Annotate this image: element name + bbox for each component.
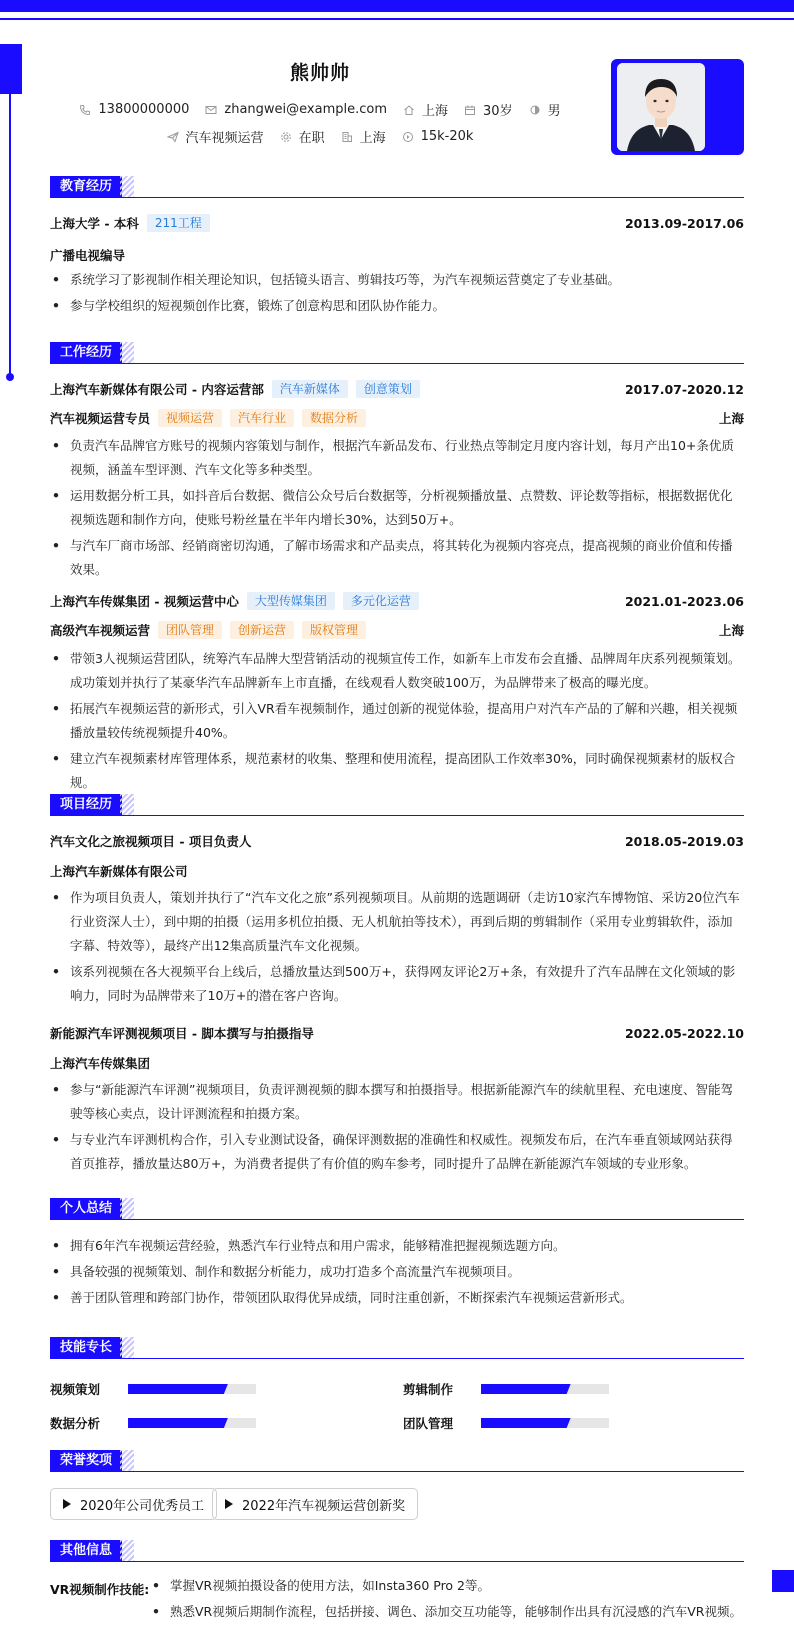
- project-org: 上海汽车新媒体有限公司: [50, 864, 188, 879]
- gender-info: [529, 100, 561, 119]
- project-date: 2018.05-2019.03: [624, 833, 744, 849]
- target-city-text: 上海: [359, 131, 386, 146]
- project-date: 2022.05-2022.10: [624, 1025, 744, 1041]
- top-accent-line: [0, 18, 794, 20]
- play-triangle-icon: [225, 1499, 233, 1509]
- list-item: • 作为项目负责人，策划并执行了“汽车文化之旅”系列视频项目。从前期的选题调研（走访10家汽车博物馆、采访20位汽车行业资深人士），到中期的拍摄（运用多机位拍摄、无人机航拍等技术），再到后期的剪辑制作（采用专业剪辑软件，添加字幕、特效等），最终产出12集高质量汽车文化视频。: [50, 886, 744, 958]
- education-bullets: [50, 268, 744, 320]
- other-bullets: [150, 1574, 750, 1626]
- right-accent-block: [772, 1570, 794, 1592]
- section-divider: [50, 1358, 744, 1359]
- section-title: 技能专长: [50, 1337, 122, 1359]
- list-item: • 负责汽车品牌官方账号的视频内容策划与制作，根据汽车新品发布、行业热点等制定月度内容计划，每月产出10+条优质视频，涵盖车型评测、汽车文化等多种类型。: [50, 434, 744, 482]
- skill-name: 团队管理: [403, 1416, 454, 1431]
- section-title: 个人总结: [50, 1198, 122, 1220]
- company-title: 上海汽车新媒体有限公司 - 内容运营部: [50, 382, 264, 397]
- status-text: 在职: [298, 131, 325, 146]
- age-info: [464, 100, 513, 119]
- job-location: 上海: [718, 411, 744, 426]
- section-title: 工作经历: [50, 342, 122, 364]
- list-item: • 参与学校组织的短视频创作比赛，锻炼了创意构思和团队协作能力。: [50, 294, 744, 318]
- section-hatch: [120, 794, 134, 816]
- section-divider: [50, 815, 744, 816]
- phone-icon: [79, 104, 91, 116]
- position-title: 汽车视频运营专员: [50, 411, 151, 426]
- skill-bar: [481, 1418, 609, 1428]
- position-row: [50, 621, 744, 639]
- section-divider: [50, 1219, 744, 1220]
- list-item: • 善于团队管理和跨部门协作，带领团队取得优异成绩，同时注重创新，不断探索汽车视频运营新形式。: [50, 1286, 744, 1310]
- skill-bar-fill: [128, 1384, 228, 1394]
- list-item: • 系统学习了影视制作相关理论知识，包括镜头语言、剪辑技巧等，为汽车视频运营奠定了专业基础。: [50, 268, 744, 292]
- major-title: 广播电视编导: [50, 248, 126, 263]
- contact-row: [0, 100, 640, 119]
- job-header-row: [50, 380, 744, 398]
- position-title: 高级汽车视频运营: [50, 623, 151, 638]
- salary-info: [402, 129, 474, 144]
- company-tag: 大型传媒集团: [247, 592, 335, 610]
- job-bullets: [50, 647, 744, 797]
- list-item: • 参与“新能源汽车评测”视频项目，负责评测视频的脚本撰写和拍摄指导。根据新能源汽车的续航里程、充电速度、智能驾驶等核心卖点，设计评测流程和拍摄方案。: [50, 1078, 744, 1126]
- summary-section-header: [50, 1198, 744, 1220]
- awards-section-header: [50, 1450, 744, 1472]
- skill-item: [403, 1414, 609, 1432]
- section-divider: [50, 363, 744, 364]
- company-tag: 创意策划: [356, 380, 420, 398]
- section-hatch: [120, 1450, 134, 1472]
- section-divider: [50, 197, 744, 198]
- project-bullets: [50, 1078, 744, 1178]
- position-tag: 创新运营: [230, 621, 294, 639]
- list-item: • 该系列视频在各大视频平台上线后，总播放量达到500万+，获得网友评论2万+条，有效提升了汽车品牌在文化领域的影响力，同时为品牌带来了10万+的潜在客户咨询。: [50, 960, 744, 1008]
- city-info: [403, 100, 448, 119]
- work-section-header: [50, 342, 744, 364]
- job-date: 2017.07-2020.12: [624, 381, 744, 397]
- education-section-header: [50, 176, 744, 198]
- target-job-text: 汽车视频运营: [185, 131, 264, 146]
- project-title: 汽车文化之旅视频项目 - 项目负责人: [50, 834, 252, 849]
- list-item: • 掌握VR视频拍摄设备的使用方法，如Insta360 Pro 2等。: [150, 1574, 750, 1598]
- email-info: [205, 102, 387, 117]
- school-title: 上海大学 - 本科: [50, 216, 139, 231]
- skills-section-header: [50, 1337, 744, 1359]
- job-bullets: [50, 434, 744, 584]
- project-header-row: [50, 1024, 744, 1042]
- award-label: 2020年公司优秀员工: [80, 1498, 205, 1514]
- section-title: 荣誉奖项: [50, 1450, 122, 1472]
- skill-bar: [128, 1418, 256, 1428]
- project-org: 上海汽车传媒集团: [50, 1056, 151, 1071]
- section-hatch: [120, 342, 134, 364]
- other-section-header: [50, 1540, 744, 1562]
- award-label: 2022年汽车视频运营创新奖: [242, 1498, 406, 1514]
- project-header-row: [50, 832, 744, 850]
- mail-icon: [205, 104, 217, 116]
- list-item: • 与汽车厂商市场部、经销商密切沟通，了解市场需求和产品卖点，将其转化为视频内容亮点，提高视频的商业价值和传播效果。: [50, 534, 744, 582]
- company-tag: 多元化运营: [343, 592, 419, 610]
- projects-section-header: [50, 794, 744, 816]
- section-divider: [50, 1561, 744, 1562]
- home-icon: [403, 104, 415, 116]
- job-intent-row: [0, 127, 640, 146]
- skill-name: 视频策划: [50, 1382, 101, 1397]
- job-date: 2021.01-2023.06: [624, 593, 744, 609]
- position-tag: 团队管理: [158, 621, 222, 639]
- candidate-name: 熊帅帅: [289, 62, 350, 84]
- photo-frame: [611, 59, 744, 155]
- list-item: • 拓展汽车视频运营的新形式，引入VR看车视频制作，通过创新的视觉体验，提高用户对汽车产品的了解和兴趣，相关视频播放量较传统视频提升40%。: [50, 697, 744, 745]
- position-row: [50, 409, 744, 427]
- position-tag: 版权管理: [302, 621, 366, 639]
- list-item: • 带领3人视频运营团队，统筹汽车品牌大型营销活动的视频宣传工作，如新车上市发布会直播、品牌周年庆系列视频策划。成功策划并执行了某豪华汽车品牌新车上市直播，在线观看人数突破100万，为品牌带来了极高的曝光度。: [50, 647, 744, 695]
- play-triangle-icon: [63, 1499, 71, 1509]
- send-icon: [167, 131, 179, 143]
- list-item: • 熟悉VR视频后期制作流程，包括拼接、调色、添加交互功能等，能够制作出具有沉浸感的汽车VR视频。: [150, 1600, 750, 1624]
- skill-bar-fill: [128, 1418, 228, 1428]
- position-tag: 数据分析: [302, 409, 366, 427]
- top-accent-bar: [0, 0, 794, 12]
- avatar: [617, 63, 705, 151]
- status-info: [280, 127, 325, 146]
- company-tag: 汽车新媒体: [272, 380, 348, 398]
- phone-info: [79, 102, 189, 117]
- gender-text: 男: [547, 104, 561, 119]
- job-header-row: [50, 592, 744, 610]
- skill-bar: [128, 1384, 256, 1394]
- project-title: 新能源汽车评测视频项目 - 脚本撰写与拍摄指导: [50, 1026, 314, 1041]
- gear-icon: [280, 131, 292, 143]
- calendar-icon: [464, 104, 476, 116]
- building-icon: [341, 131, 353, 143]
- skill-bar: [481, 1384, 609, 1394]
- age-text: 30岁: [483, 104, 513, 119]
- skill-name: 剪辑制作: [403, 1382, 454, 1397]
- list-item: • 拥有6年汽车视频运营经验，熟悉汽车行业特点和用户需求，能够精准把握视频选题方向。: [50, 1234, 744, 1258]
- phone-text: 13800000000: [98, 102, 190, 117]
- section-title: 教育经历: [50, 176, 122, 198]
- list-item: • 运用数据分析工具，如抖音后台数据、微信公众号后台数据等，分析视频播放量、点赞数、评论数等指标，根据数据优化视频选题和制作方向，使账号粉丝量在半年内增长30%，达到50万+。: [50, 484, 744, 532]
- skill-item: [50, 1380, 256, 1398]
- other-label: VR视频制作技能:: [50, 1582, 150, 1597]
- gender-icon: [529, 104, 541, 116]
- position-tag: 视频运营: [158, 409, 222, 427]
- section-hatch: [120, 1198, 134, 1220]
- school-tag: 211工程: [147, 214, 210, 232]
- education-date: 2013.09-2017.06: [624, 215, 744, 231]
- skill-name: 数据分析: [50, 1416, 101, 1431]
- award-chip: [50, 1488, 217, 1520]
- target-city-info: [341, 127, 386, 146]
- list-item: • 具备较强的视频策划、制作和数据分析能力，成功打造多个高流量汽车视频项目。: [50, 1260, 744, 1284]
- education-header-row: [50, 214, 744, 232]
- section-hatch: [120, 1337, 134, 1359]
- list-item: • 与专业汽车评测机构合作，引入专业测试设备，确保评测数据的准确性和权威性。视频发布后，在汽车垂直领域网站获得首页推荐，播放量达80万+，为消费者提供了有价值的购车参考，同时提升了品牌在新能源汽车领域的专业形象。: [50, 1128, 744, 1176]
- skill-bar-fill: [481, 1384, 571, 1394]
- list-item: • 建立汽车视频素材库管理体系，规范素材的收集、整理和使用流程，提高团队工作效率30%，同时确保视频素材的版权合规。: [50, 747, 744, 795]
- salary-text: 15k-20k: [420, 129, 474, 144]
- skill-item: [403, 1380, 609, 1398]
- section-title: 其他信息: [50, 1540, 122, 1562]
- company-title: 上海汽车传媒集团 - 视频运营中心: [50, 594, 239, 609]
- money-icon: [402, 131, 414, 143]
- city-text: 上海: [422, 104, 449, 119]
- section-hatch: [120, 1540, 134, 1562]
- email-text: zhangwei@example.com: [224, 102, 388, 117]
- left-timeline-dot: [6, 373, 14, 381]
- skill-item: [50, 1414, 256, 1432]
- position-tag: 汽车行业: [230, 409, 294, 427]
- target-job-info: [167, 127, 264, 146]
- project-bullets: [50, 886, 744, 1010]
- summary-bullets: [50, 1234, 744, 1312]
- section-hatch: [120, 176, 134, 198]
- job-location: 上海: [718, 623, 744, 638]
- section-divider: [50, 1471, 744, 1472]
- award-chip: [212, 1488, 418, 1520]
- section-title: 项目经历: [50, 794, 122, 816]
- skill-bar-fill: [481, 1418, 571, 1428]
